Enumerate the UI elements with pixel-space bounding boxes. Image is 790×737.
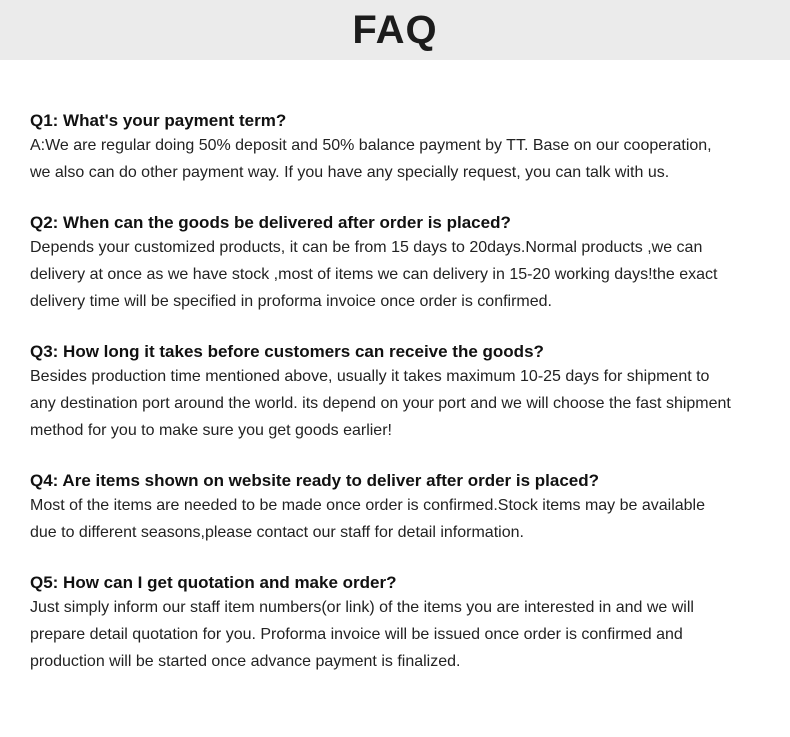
answer-line: any destination port around the world. its depend on your port and we will choose the fast shipment [30,395,731,412]
answer-line: Depends your customized products, it can be from 15 days to 20days.Normal products ,we can [30,239,703,256]
faq-question: Q4: Are items shown on website ready to deliver after order is placed? [30,471,600,490]
faq-item-q1 [30,108,770,186]
answer-line: prepare detail quotation for you. Proforma invoice will be issued once order is confirmed and [30,626,683,643]
answer-line: due to different seasons,please contact our staff for detail information. [30,524,524,541]
faq-question: Q2: When can the goods be delivered after order is placed? [30,213,511,232]
faq-header [0,0,790,60]
faq-question: Q5: How can I get quotation and make order? [30,573,397,592]
faq-answer [30,492,770,546]
faq-item-q4 [30,468,770,546]
faq-answer [30,132,770,186]
answer-line: we also can do other payment way. If you have any specially request, you can talk with us. [30,164,670,181]
faq-item-q2 [30,210,770,315]
faq-list [0,60,790,675]
answer-line: Most of the items are needed to be made once order is confirmed.Stock items may be available [30,497,706,514]
faq-item-q5 [30,570,770,675]
faq-question: Q1: What's your payment term? [30,111,287,130]
faq-item-q3 [30,339,770,444]
faq-answer [30,363,770,444]
answer-line: Besides production time mentioned above, usually it takes maximum 10-25 days for shipment to [30,368,710,385]
answer-line: A:We are regular doing 50% deposit and 50% balance payment by TT. Base on our cooperation, [30,137,712,154]
faq-answer [30,234,770,315]
answer-line: delivery at once as we have stock ,most of items we can delivery in 15-20 working days!the exact [30,266,718,283]
faq-answer [30,594,770,675]
answer-line: Just simply inform our staff item numbers(or link) of the items you are interested in and we will [30,599,694,616]
answer-line: delivery time will be specified in proforma invoice once order is confirmed. [30,293,552,310]
page-title: FAQ [352,8,438,52]
answer-line: production will be started once advance payment is finalized. [30,653,461,670]
faq-question: Q3: How long it takes before customers can receive the goods? [30,342,544,361]
answer-line: method for you to make sure you get goods earlier! [30,422,392,439]
